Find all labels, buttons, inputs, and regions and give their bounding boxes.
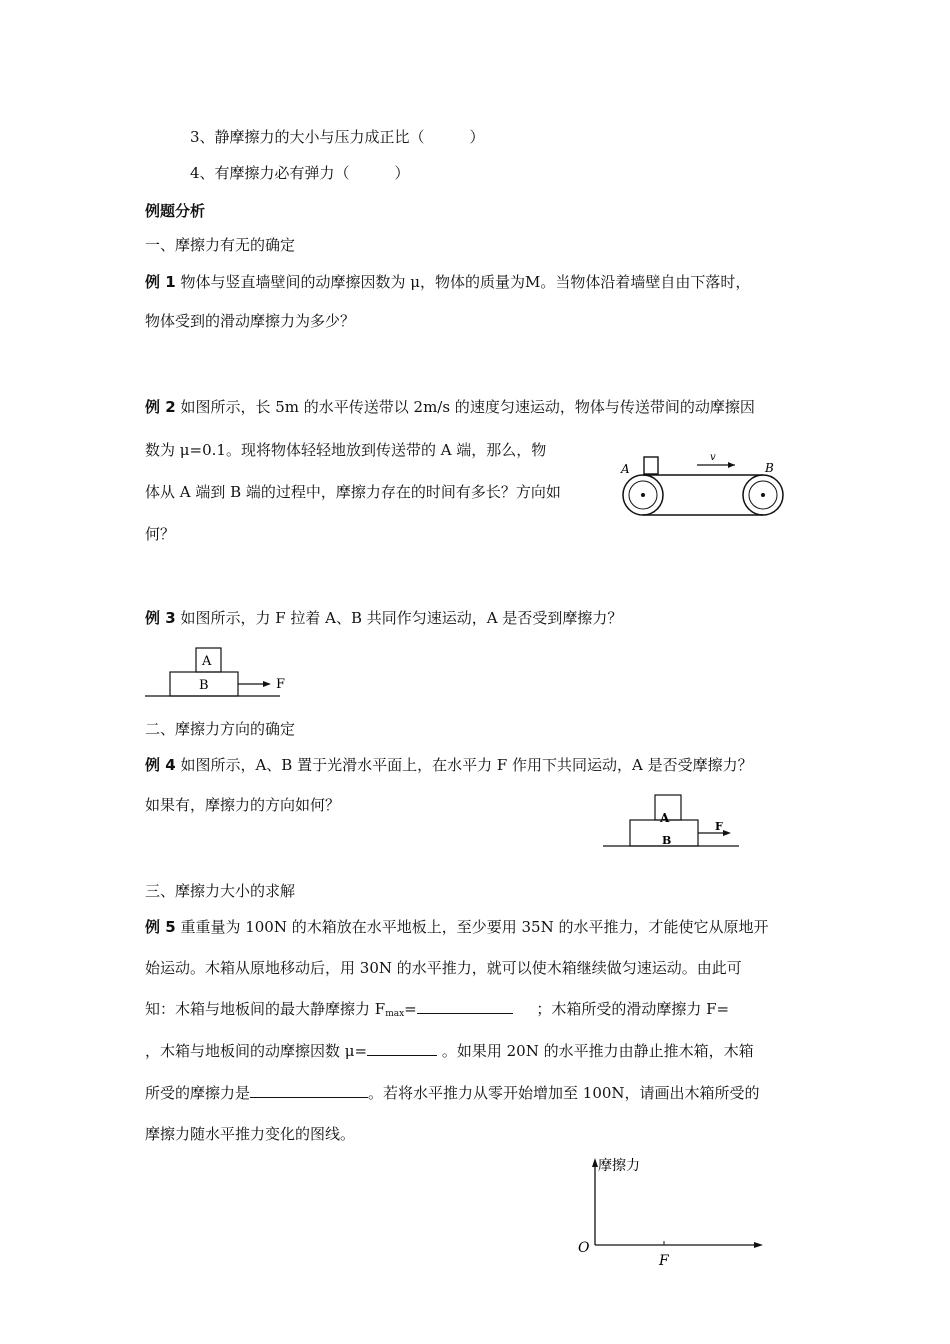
example-5-line-5 [145, 1083, 760, 1103]
answer-blank-max-static-friction[interactable] [417, 999, 513, 1014]
example-4-line-2: 如果有，摩擦力的方向如何？ [145, 796, 341, 814]
block-a-label-2: A [660, 811, 670, 825]
example-2-label: 例 2 [145, 398, 176, 416]
example-2-line-3: 体从 A 端到 B 端的过程中，摩擦力存在的时间有多长？方向如 [145, 483, 561, 501]
friction-graph-axes [570, 1150, 770, 1270]
example-5-line-4b: 。如果用 20N 的水平推力由静止推木箱，木箱 [441, 1042, 754, 1060]
example-5-text: 重重量为 100N 的木箱放在水平地板上，至少要用 35N 的水平推力，才能使它从原地开 [180, 918, 769, 936]
x-axis-label: F [659, 1253, 669, 1269]
stacked-blocks-figure-1 [145, 644, 295, 699]
velocity-arrowhead [728, 462, 735, 468]
example-1-line-1 [145, 272, 750, 292]
left-pulley-axle [641, 493, 645, 497]
section-title: 例题分析 [145, 202, 206, 220]
item-3: 3、静摩擦力的大小与压力成正比（ ） [190, 128, 485, 146]
answer-blank-friction-at-20n[interactable] [250, 1083, 368, 1098]
force-label: F [276, 677, 286, 692]
object-block [644, 457, 658, 474]
example-5-label: 例 5 [145, 918, 176, 936]
example-3-line-1 [145, 608, 622, 628]
origin-label: O [578, 1240, 590, 1256]
right-pulley-axle [761, 493, 765, 497]
example-4-text: 如图所示，A、B 置于光滑水平面上，在水平力 F 作用下共同运动，A 是否受摩擦力？ [180, 756, 753, 774]
example-4-label: 例 4 [145, 756, 176, 774]
example-3-text: 如图所示，力 F 拉着 A、B 共同作匀速运动，A 是否受到摩擦力？ [180, 609, 623, 627]
example-5-line-2: 始运动。木箱从原地移动后，用 30N 的水平推力，就可以使木箱继续做匀速运动。由此可 [145, 959, 742, 977]
example-5-line-5a: 所受的摩擦力是 [145, 1084, 251, 1102]
block-a-label: A [202, 654, 212, 669]
block-b-label-2: B [662, 834, 672, 847]
stacked-blocks-figure-2 [603, 792, 743, 852]
subsection-2: 二、摩擦力方向的确定 [145, 720, 296, 738]
example-3-label: 例 3 [145, 609, 176, 627]
example-2-line-4: 何？ [145, 525, 176, 543]
y-axis-label: 摩擦力 [598, 1158, 640, 1174]
example-5-line-3c: ；木箱所受的滑动摩擦力 F= [536, 1000, 730, 1018]
example-5-line-4a: ，木箱与地板间的动摩擦因数 μ= [145, 1042, 368, 1060]
subsection-3: 三、摩擦力大小的求解 [145, 882, 296, 900]
block-b-label: B [199, 678, 209, 693]
force-label-2: F [715, 820, 723, 833]
example-1-text: 物体与竖直墙壁间的动摩擦因数为 μ，物体的质量为M。当物体沿着墙壁自由下落时， [180, 273, 751, 291]
x-axis-arrowhead [754, 1242, 763, 1248]
subsection-1: 一、摩擦力有无的确定 [145, 236, 296, 254]
conveyor-label-v: v [710, 452, 716, 463]
example-5-line-4 [145, 1041, 754, 1061]
example-5-line-3b: = [404, 1000, 417, 1018]
item-4: 4、有摩擦力必有弹力（ ） [190, 164, 410, 182]
example-1-label: 例 1 [145, 273, 176, 291]
example-4-line-1 [145, 755, 753, 775]
example-5-line-3 [145, 999, 729, 1024]
example-5-line-6: 摩擦力随水平推力变化的图线。 [145, 1125, 356, 1143]
example-2-line-1 [145, 397, 755, 417]
conveyor-belt-figure [615, 448, 795, 523]
example-5-line-1 [145, 917, 769, 937]
example-1-line-2: 物体受到的滑动摩擦力为多少？ [145, 312, 356, 330]
example-2-line-2: 数为 μ=0.1。现将物体轻轻地放到传送带的 A 端，那么，物 [145, 441, 547, 459]
answer-blank-friction-coefficient[interactable] [367, 1041, 437, 1056]
conveyor-label-a: A [621, 462, 630, 476]
fmax-subscript: max [385, 1009, 405, 1019]
example-2-text: 如图所示，长 5m 的水平传送带以 2m/s 的速度匀速运动，物体与传送带间的动摩擦因 [180, 398, 755, 416]
example-5-line-5b: 。若将水平推力从零开始增加至 100N，请画出木箱所受的 [368, 1084, 760, 1102]
force-arrowhead-2 [723, 830, 731, 836]
force-arrowhead [263, 681, 271, 687]
conveyor-label-b: B [765, 461, 774, 475]
example-5-line-3a: 知：木箱与地板间的最大静摩擦力 F [145, 1000, 386, 1018]
